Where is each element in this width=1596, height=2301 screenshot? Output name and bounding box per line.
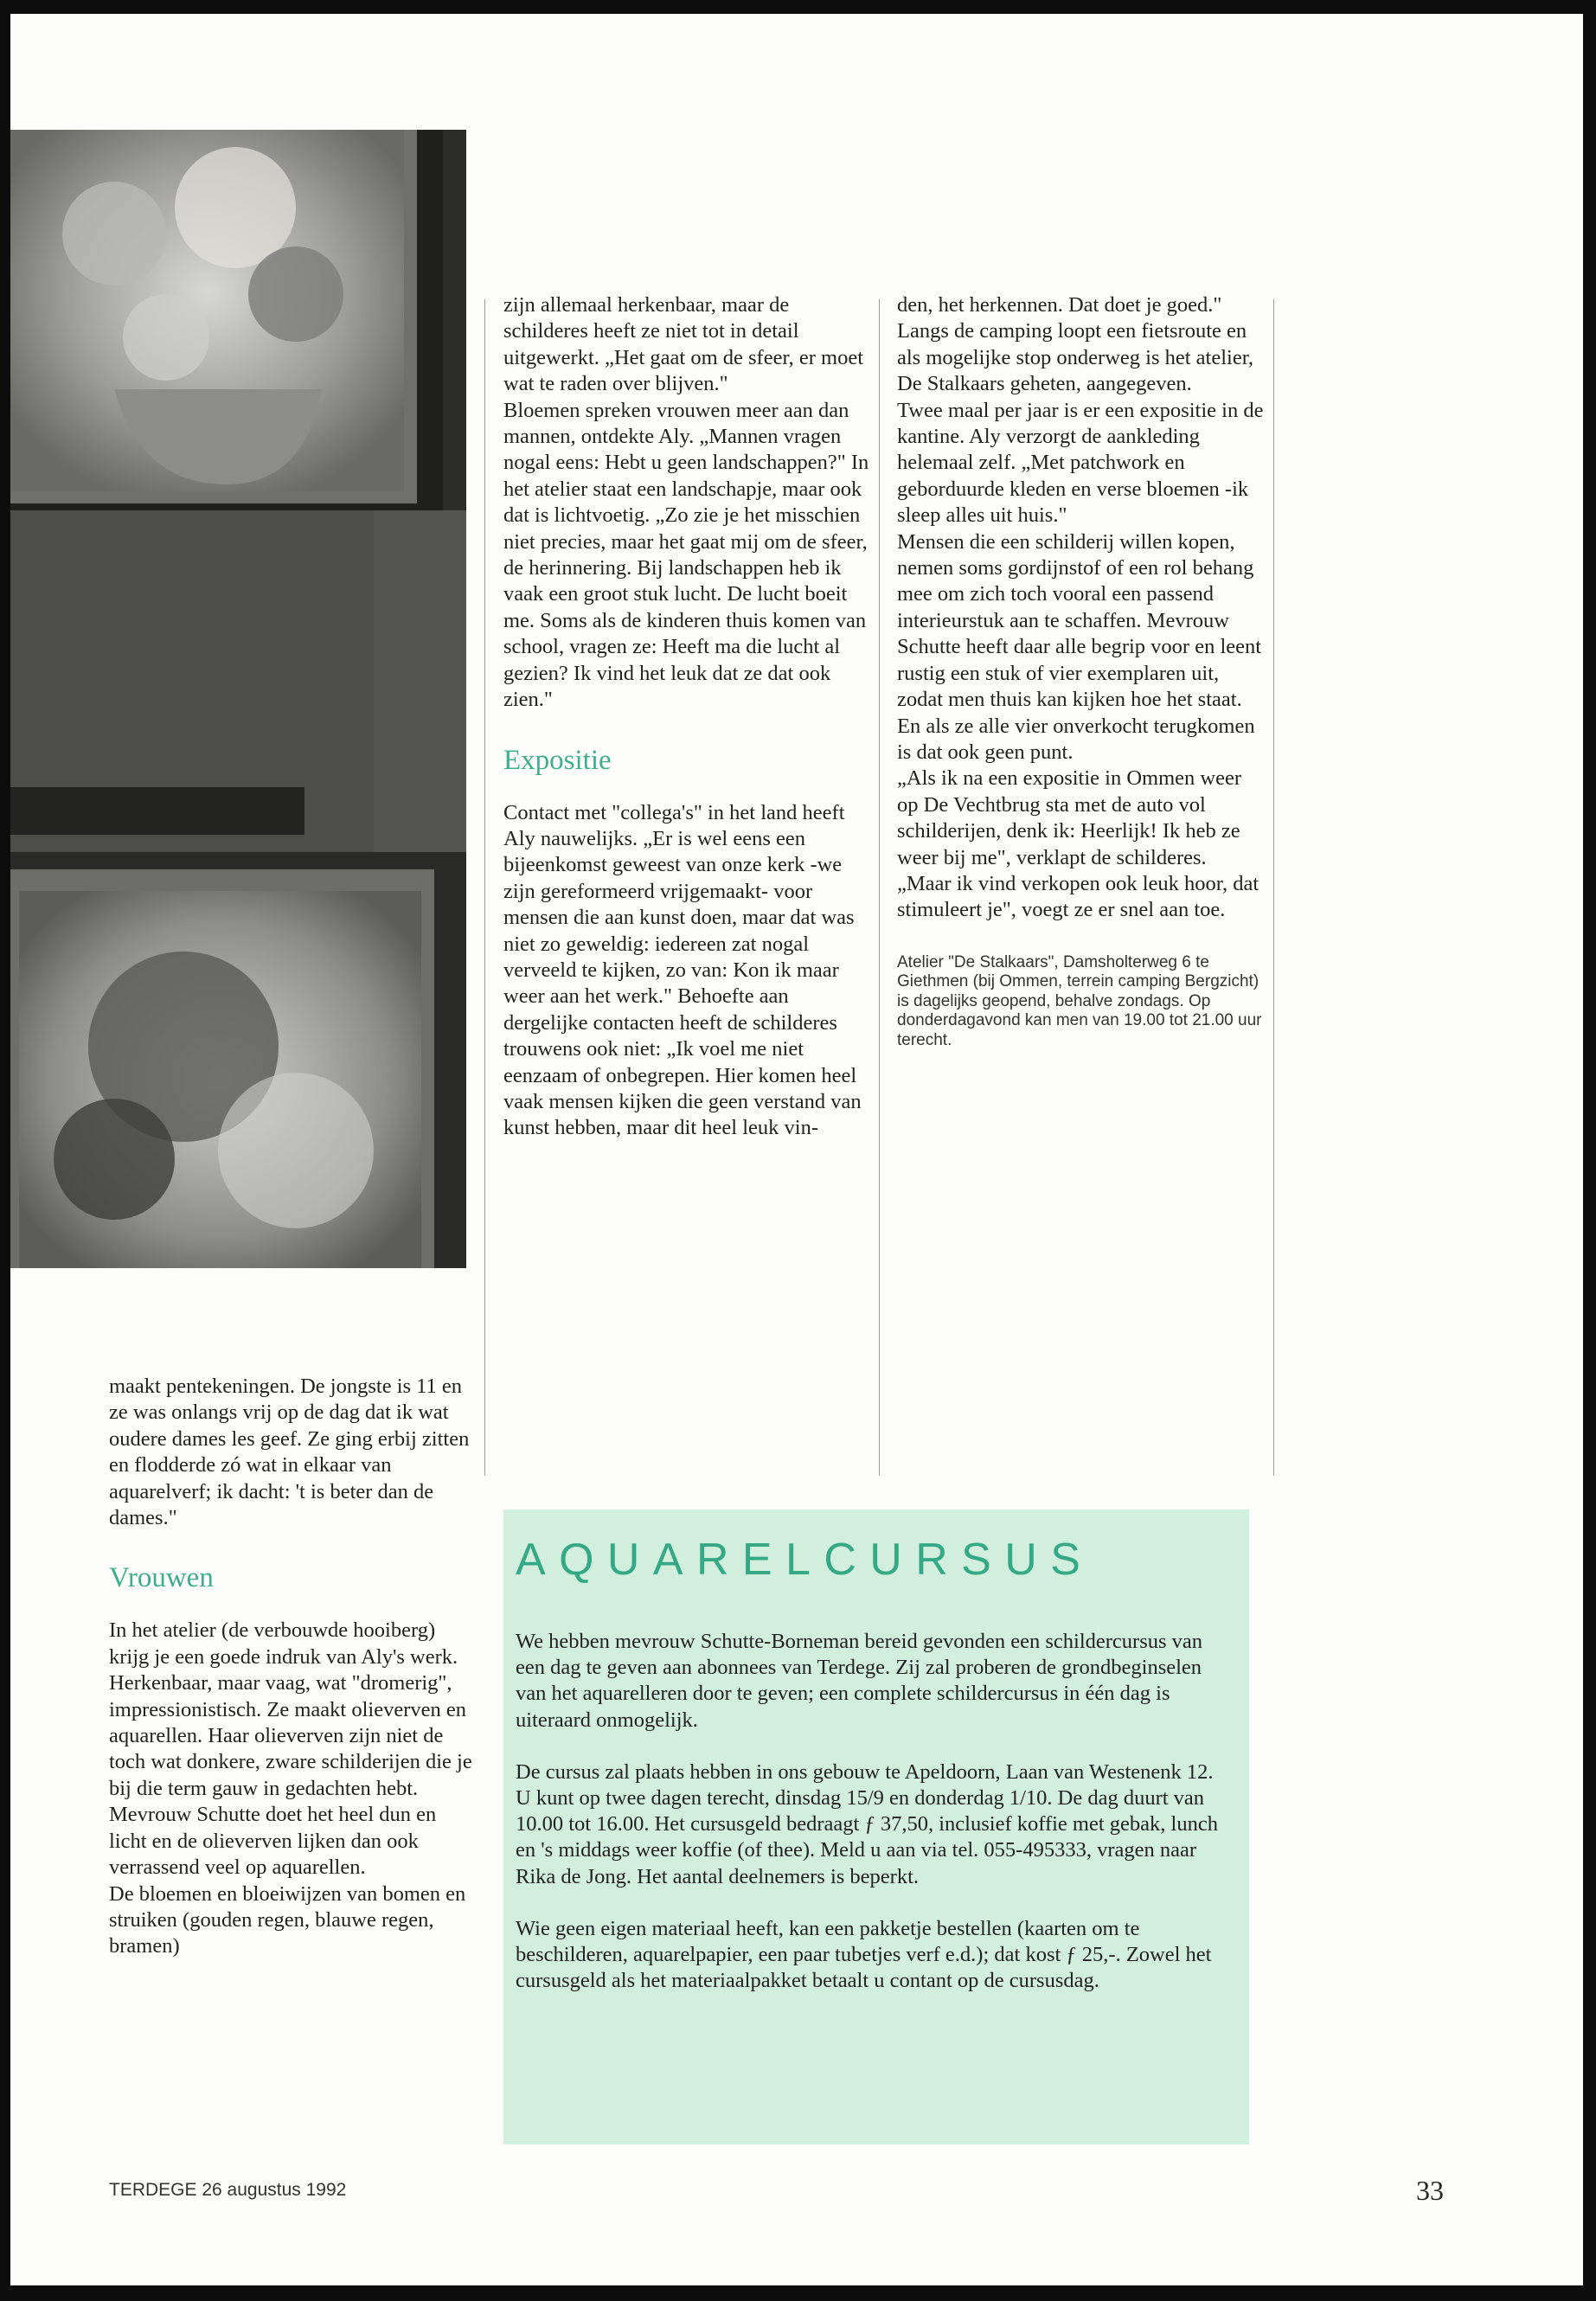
- paragraph: Contact met "collega's" in het land heeft Aly nauwelijks. „Er is wel eens een bijeenkomst geweest van onze kerk -we zijn gereformeerd vrijgemaakt- voor mensen die aan kunst doen, maar dat was niet zo geweldig: iedereen zat nogal verveeld te kijken, zo van: Kon ik maar weer aan het werk." Behoefte aan dergelijke contacten heeft de schilderes trouwens ook niet: „Ik voel me niet eenzaam of onbegrepen. Hier komen heel vaak mensen kijken die geen verstand van kunst hebben, maar dit heel leuk vin-: [503, 800, 862, 1140]
- paragraph: zijn allemaal herkenbaar, maar de schilderes heeft ze niet tot in detail uitgewerkt. „Het gaat om de sfeer, er moet wat te raden over blijven.": [503, 293, 864, 396]
- section-heading-expositie: Expositie: [503, 744, 612, 776]
- box-body: [516, 1629, 1234, 2020]
- paragraph: Wie geen eigen materiaal heeft, kan een pakketje bestellen (kaarten om te beschilderen, aquarelpapier, een paar tubetjes verf e.d.); dat kost ƒ 25,-. Zowel het cursusgeld als het materiaalpakket betaalt u contant op de cursusdag.: [516, 1916, 1212, 1993]
- column-left: [109, 1374, 472, 1960]
- aquarelcursus-box: [503, 1509, 1249, 2144]
- magazine-page: [10, 14, 1583, 2285]
- column-rule: [484, 299, 485, 1476]
- paragraph: Langs de camping loopt een fietsroute en als mogelijke stop onderweg is het atelier, De Stalkaars geheten, aangegeven.: [897, 319, 1254, 396]
- column-right: [897, 292, 1265, 1050]
- paragraph: „Als ik na een expositie in Ommen weer op De Vechtbrug sta met de auto vol schilderijen, denk ik: Heerlijk! Ik heb ze weer bij me", verklapt de schilderes. „Maar ik vind verkopen ook leuk hoor, dat stimuleert je", voegt ze er snel aan toe.: [897, 766, 1259, 922]
- paragraph: maakt pentekeningen. De jongste is 11 en ze was onlangs vrij op de dag dat ik wat oudere dames les geef. Ze ging erbij zitten en flodderde zó wat in elkaar van aquarelverf; ik dacht: 't is beter dan de dames.": [109, 1375, 470, 1530]
- painting-photo: [10, 130, 466, 1268]
- painting-photo-graphic: [10, 130, 466, 1268]
- paragraph: In het atelier (de verbouwde hooiberg) krijg je een goede indruk van Aly's werk. Herkenbaar, maar vaag, wat "dromerig", impressionistisch. Ze maakt olieverven en aquarellen. Haar olieverven zijn niet de toch wat donkere, zware schilderijen die je bij die term gauw in gedachten hebt. Mevrouw Schutte doet het heel dun en licht en de olieverven lijken dan ook verrassend veel op aquarellen.: [109, 1618, 472, 1880]
- paragraph: Twee maal per jaar is er een expositie in de kantine. Aly verzorgt de aankleding helemaal zelf. „Met patchwork en geborduurde kleden en verse bloemen -ik sleep alles uit huis.": [897, 398, 1264, 528]
- paragraph: We hebben mevrouw Schutte-Borneman bereid gevonden een schildercursus van een dag te geven aan abonnees van Terdege. Zij zal proberen de grondbeginselen van het aquarelleren door te geven; een complete schildercursus in één dag is uiteraard onmogelijk.: [516, 1630, 1203, 1732]
- paragraph: Mensen die een schilderij willen kopen, nemen soms gordijnstof of een rol behang mee om zich toch vooral een passend interieurstuk aan te schaffen. Mevrouw Schutte heeft daar alle begrip voor en leent rustig een stuk of vier exemplaren uit, zodat men thuis kan kijken hoe het staat. En als ze alle vier onverkocht terugkomen is dat ook geen punt.: [897, 529, 1262, 764]
- page-number: 33: [1416, 2175, 1444, 2206]
- box-title: AQUARELCURSUS: [516, 1535, 1094, 1585]
- section-heading-vrouwen: Vrouwen: [109, 1562, 214, 1594]
- column-rule: [1273, 299, 1274, 1476]
- publication-footer: TERDEGE 26 augustus 1992: [109, 2180, 347, 2200]
- paragraph: De bloemen en bloeiwijzen van bomen en struiken (gouden regen, blauwe regen, bramen): [109, 1881, 466, 1958]
- atelier-info-note: Atelier "De Stalkaars", Damsholterweg 6 te Giethmen (bij Ommen, terrein camping Bergzicht) is dagelijks geopend, behalve zondags. Op donderdagavond kan men van 19.00 tot 21.00 uur terecht.: [897, 952, 1262, 1049]
- column-middle: [503, 292, 874, 1142]
- paragraph: den, het herkennen. Dat doet je goed.": [897, 293, 1222, 317]
- paragraph: Bloemen spreken vrouwen meer aan dan mannen, ontdekte Aly. „Mannen vragen nogal eens: Hebt u geen landschappen?" In het atelier staat een landschapje, maar ook dat is lichtvoetig. „Zo zie je het misschien niet precies, maar het gaat mij om de sfeer, de herinnering. Bij landschappen heb ik vaak een groot stuk lucht. De lucht boeit me. Soms als de kinderen thuis komen van school, vragen ze: Heeft ma die lucht al gezien? Ik vind het leuk dat ze dat ook zien.": [503, 398, 869, 712]
- paragraph: De cursus zal plaats hebben in ons gebouw te Apeldoorn, Laan van Westenenk 12. U kunt op twee dagen terecht, dinsdag 15/9 en donderdag 1/10. De dag duurt van 10.00 tot 16.00. Het cursusgeld bedraagt ƒ 37,50, inclusief koffie met gebak, lunch en 's middags weer koffie (of thee). Meld u aan via tel. 055-495333, vragen naar Rika de Jong. Het aantal deelnemers is beperkt.: [516, 1759, 1218, 1888]
- column-rule: [879, 299, 880, 1476]
